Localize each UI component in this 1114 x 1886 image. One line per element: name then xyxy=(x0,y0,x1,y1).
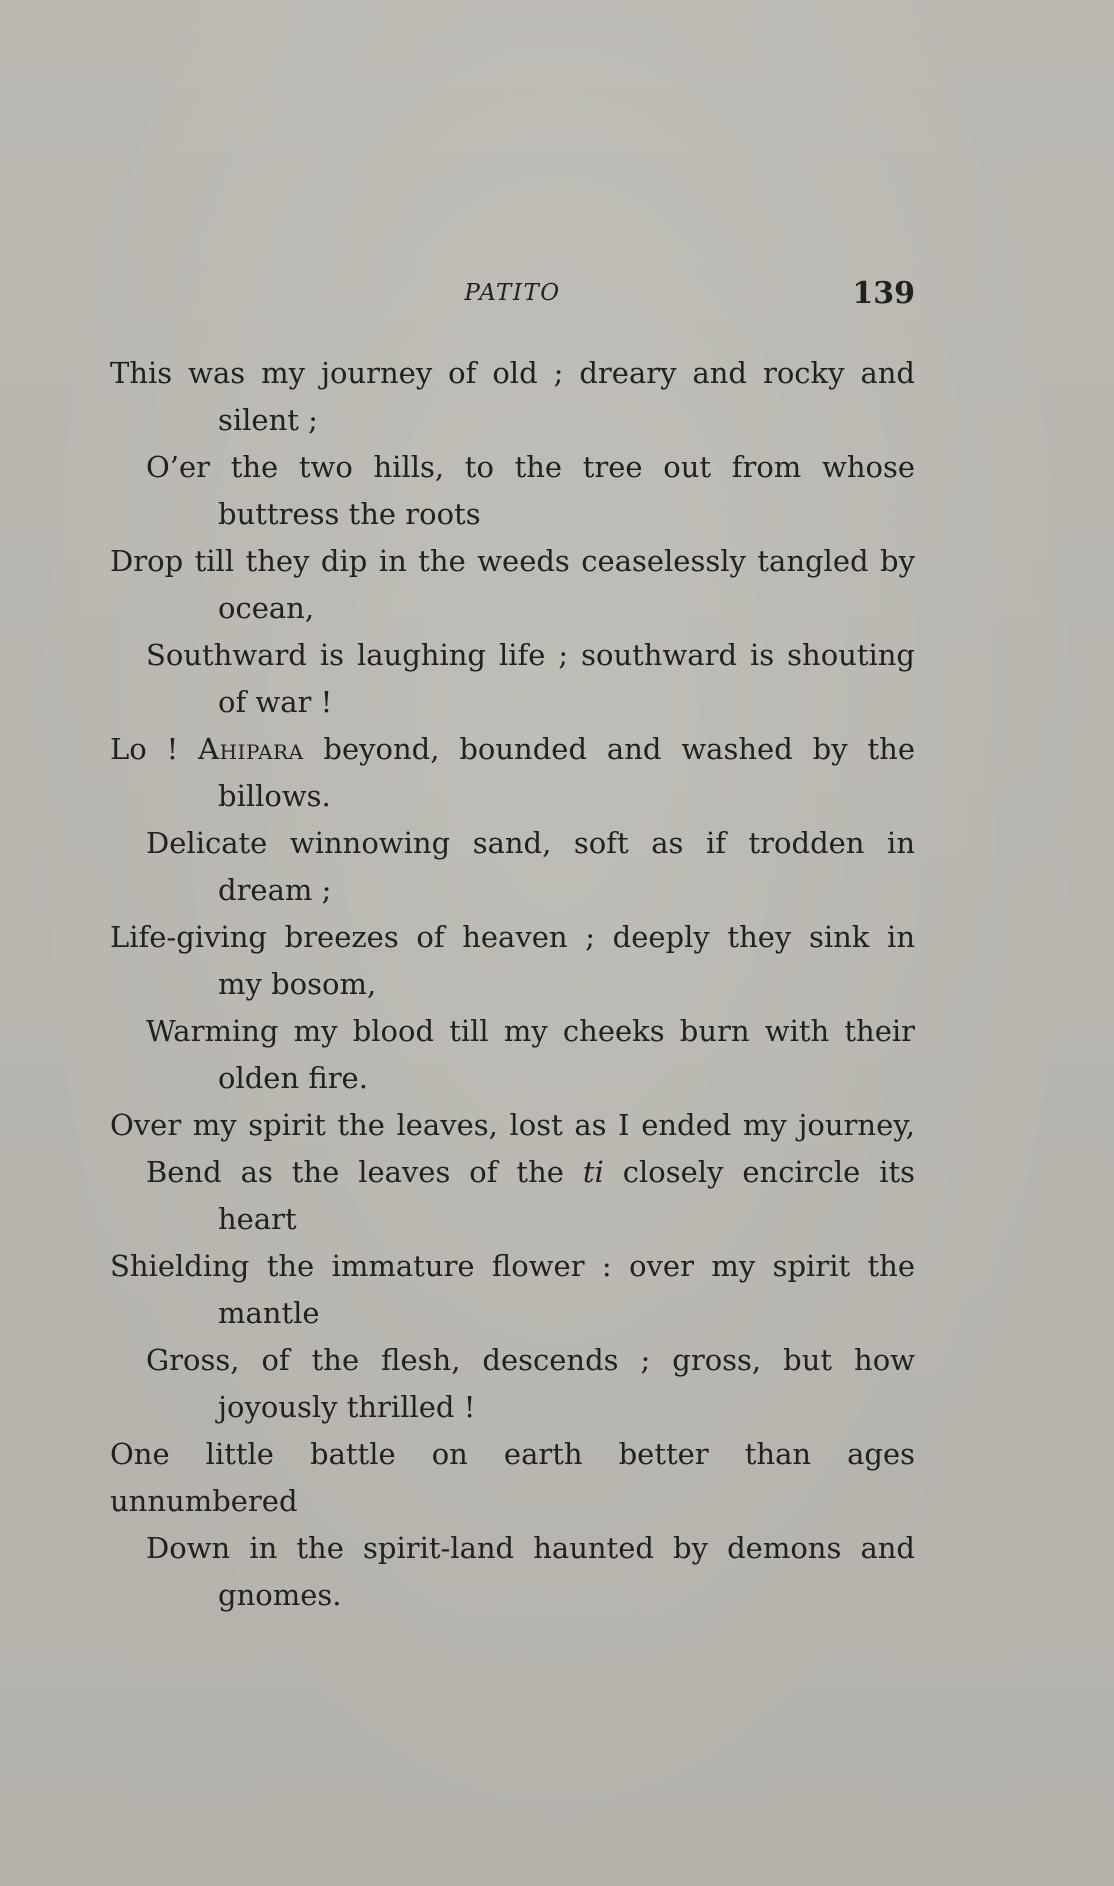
poem-line-4: Southward is laughing life ; southward is shouting xyxy=(146,638,915,672)
poem-line-8-continuation: olden fire. xyxy=(218,1061,368,1095)
poem-line-10 xyxy=(110,1149,915,1196)
poem-line-6: Delicate winnowing sand, soft as if trodden in xyxy=(146,826,915,860)
page-header xyxy=(110,276,915,316)
poem-line-11: Shielding the immature flower : over my spirit the xyxy=(110,1249,915,1283)
poem-line-12: Gross, of the flesh, descends ; gross, but how xyxy=(146,1343,915,1377)
poem-line-2: O’er the two hills, to the tree out from whose xyxy=(146,450,915,484)
poem-line-5-rest: beyond, bounded and washed by the xyxy=(303,732,915,766)
page-number: 139 xyxy=(852,276,915,311)
poem-line-10-lead: Bend as the leaves of the xyxy=(146,1155,583,1189)
poem-body xyxy=(110,350,915,1619)
poem-line-11-continuation: mantle xyxy=(218,1296,320,1330)
poem-line-6-continuation: dream ; xyxy=(218,873,332,907)
poem-line-1-continuation: silent ; xyxy=(218,403,318,437)
word-ti: ti xyxy=(582,1155,604,1189)
poem-line-4-continuation: of war ! xyxy=(218,685,333,719)
poem-line-5-lead: Lo ! xyxy=(110,732,199,766)
poem-line-5 xyxy=(110,726,915,773)
poem-line-1: This was my journey of old ; dreary and rocky and xyxy=(110,356,915,390)
poem-line-14-continuation: gnomes. xyxy=(218,1578,342,1612)
poem-line-5-continuation: billows. xyxy=(218,779,331,813)
poem-line-13: One little battle on earth better than ages unnumbered xyxy=(110,1437,915,1518)
poem-line-10-rest: closely encircle its xyxy=(603,1155,916,1189)
poem-line-7-continuation: my bosom, xyxy=(218,967,377,1001)
poem-line-9: Over my spirit the leaves, lost as I ended my journey, xyxy=(110,1108,915,1142)
place-name-ahipara: Ahipara xyxy=(198,732,304,766)
poem-line-2-continuation: buttress the roots xyxy=(218,497,481,531)
poem-line-7: Life-giving breezes of heaven ; deeply they sink in xyxy=(110,920,915,954)
poem-line-3-continuation: ocean, xyxy=(218,591,315,625)
poem-line-14: Down in the spirit-land haunted by demons and xyxy=(146,1531,915,1565)
running-title: PATITO xyxy=(464,280,561,306)
poem-line-8: Warming my blood till my cheeks burn with their xyxy=(146,1014,915,1048)
poem-line-3: Drop till they dip in the weeds ceaselessly tangled by xyxy=(110,544,915,578)
poem-line-10-continuation: heart xyxy=(218,1202,297,1236)
poem-line-12-continuation: joyously thrilled ! xyxy=(218,1390,476,1424)
